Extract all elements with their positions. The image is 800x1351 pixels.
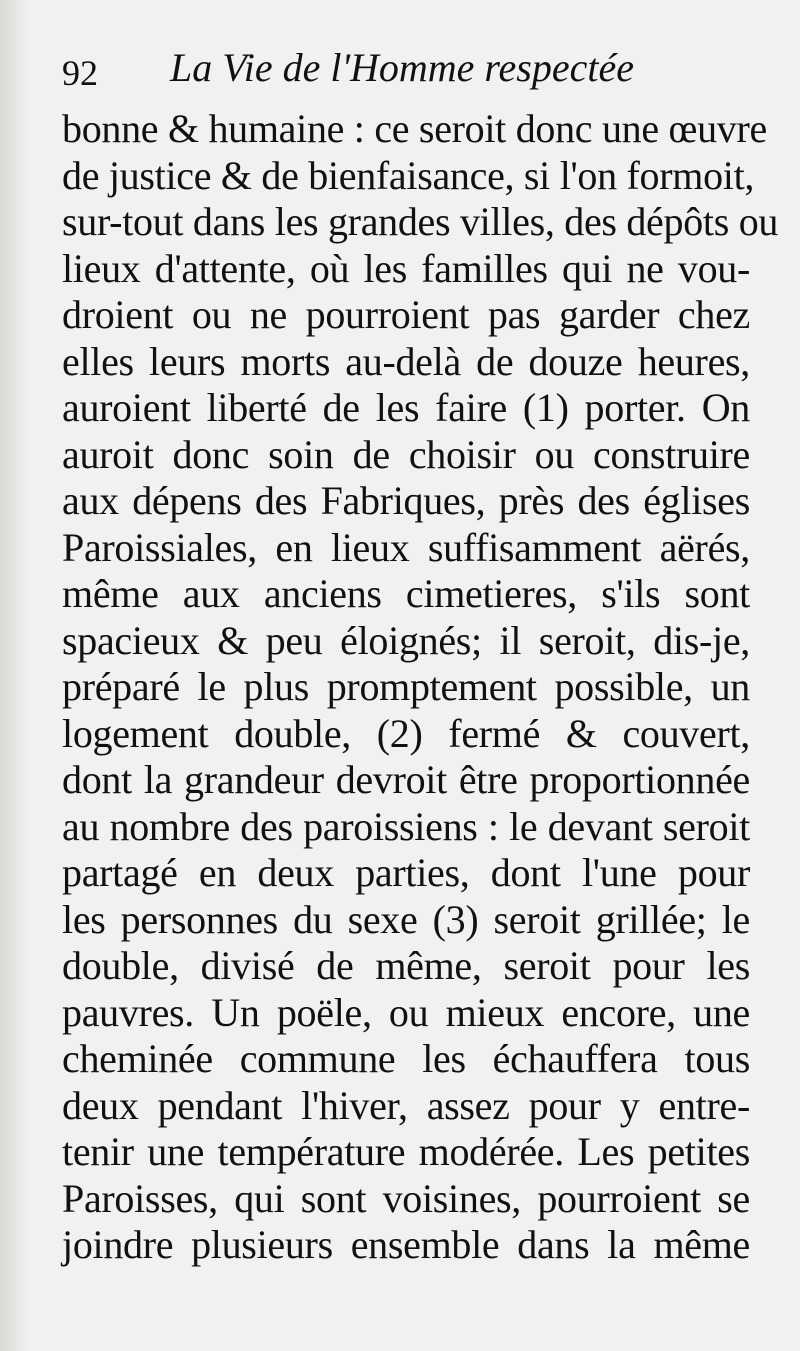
text-line: aux dépens des Fabriques, près des églises xyxy=(62,478,750,523)
page-edge-shadow xyxy=(0,0,30,1351)
text-line: auroient liberté de les faire (1) porter. On xyxy=(62,385,750,430)
text-line: lieux d'attente, où les familles qui ne vou- xyxy=(62,245,750,291)
body-text xyxy=(62,106,779,1269)
text-line: auroit donc soin de choisir ou construire xyxy=(62,431,750,477)
text-line: préparé le plus promptement possible, un xyxy=(62,664,750,709)
text-line: les personnes du sexe (3) seroit grillée; le xyxy=(62,896,750,942)
text-line: au nombre des paroissiens : le devant seroit xyxy=(62,803,750,849)
text-line: elles leurs morts au-delà de douze heures, xyxy=(62,338,750,384)
text-line: bonne & humaine : ce seroit donc une œuvre xyxy=(62,106,767,151)
text-line: deux pendant l'hiver, assez pour y entre- xyxy=(62,1082,750,1128)
text-line: dont la grandeur devroit être proportionnée xyxy=(62,757,750,802)
page-number: 92 xyxy=(62,53,98,93)
text-line: droient ou ne pourroient pas garder chez xyxy=(62,292,750,337)
text-line: cheminée commune les échauffera tous xyxy=(62,1036,750,1081)
text-line: Paroissiales, en lieux suffisamment aërés, xyxy=(62,524,750,570)
text-line: tenir une température modérée. Les petites xyxy=(62,1129,750,1174)
text-line: double, divisé de même, seroit pour les xyxy=(62,943,750,988)
text-line: sur-tout dans les grandes villes, des dépôts ou xyxy=(62,199,779,244)
text-line: pauvres. Un poële, ou mieux encore, une xyxy=(62,989,750,1035)
text-line: joindre plusieurs ensemble dans la même xyxy=(62,1222,750,1267)
running-title: La Vie de l'Homme respectée xyxy=(170,45,634,90)
running-head xyxy=(62,44,682,94)
text-line: partagé en deux parties, dont l'une pour xyxy=(62,850,750,895)
text-line: spacieux & peu éloignés; il seroit, dis-je, xyxy=(62,617,750,663)
text-line: Paroisses, qui sont voisines, pourroient se xyxy=(62,1175,750,1221)
text-line: de justice & de bienfaisance, si l'on formoit, xyxy=(62,152,755,198)
text-line: même aux anciens cimetieres, s'ils sont xyxy=(62,571,750,616)
text-line: logement double, (2) fermé & couvert, xyxy=(62,710,750,756)
